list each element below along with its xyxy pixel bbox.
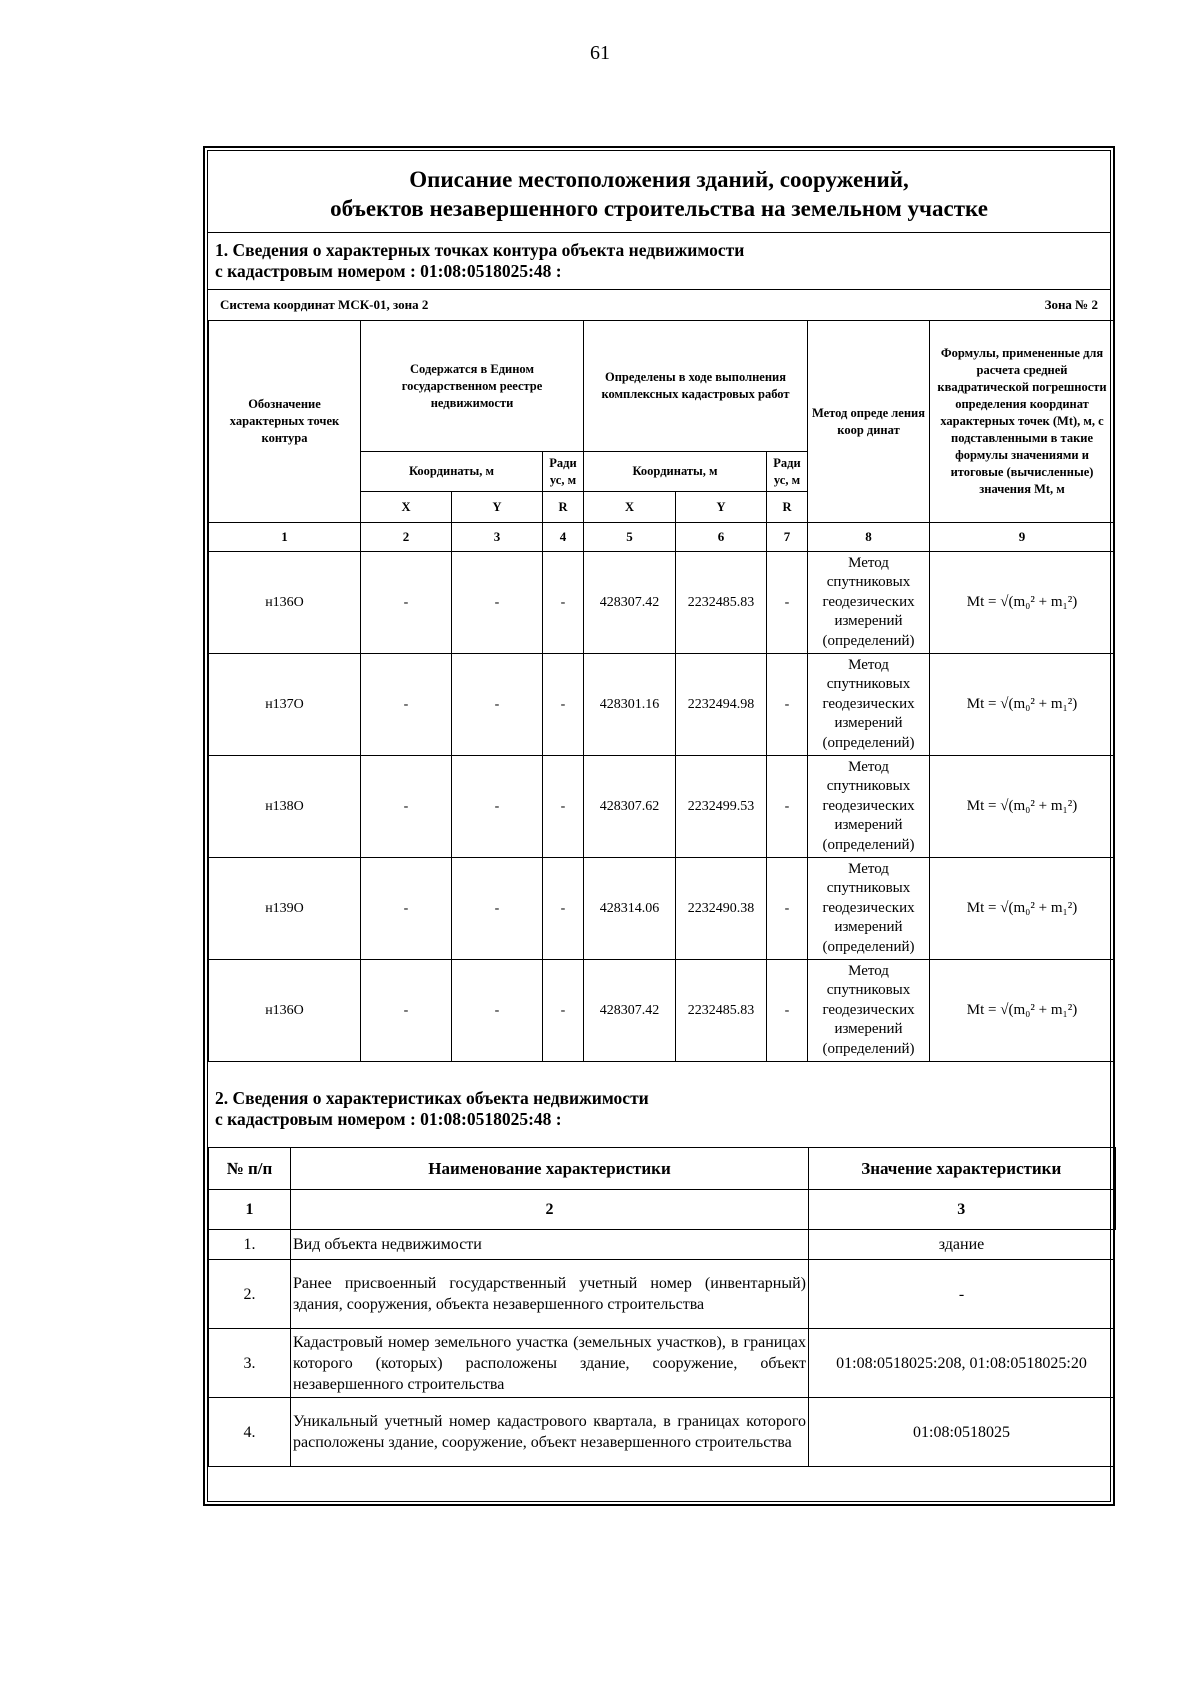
document-frame	[203, 146, 1115, 1506]
header-coords-complex: Координаты, м	[584, 452, 767, 492]
header-x-complex: X	[584, 492, 676, 523]
complex-r: -	[767, 552, 808, 654]
formula-text: Mt = √(m₀² + m₁²)	[930, 756, 1115, 858]
egrn-r: -	[543, 756, 584, 858]
characteristic-name: Вид объекта недвижимости	[291, 1230, 809, 1260]
col-number: 9	[930, 523, 1115, 552]
title-line-1: Описание местоположения зданий, сооружений,	[409, 167, 909, 192]
complex-y: 2232499.53	[676, 756, 767, 858]
col-number: 1	[209, 1190, 291, 1230]
row-num: 1.	[209, 1230, 291, 1260]
complex-r: -	[767, 756, 808, 858]
header-radius-complex: Ради ус, м	[767, 452, 808, 492]
egrn-y: -	[452, 552, 543, 654]
egrn-x: -	[361, 654, 452, 756]
egrn-x: -	[361, 858, 452, 960]
col-number: 8	[808, 523, 930, 552]
egrn-x: -	[361, 552, 452, 654]
header-num: № п/п	[209, 1148, 291, 1190]
section1-heading	[215, 240, 744, 282]
header-y-egrn: Y	[452, 492, 543, 523]
method-text: Метод спутниковых геодезических измерений (определений)	[808, 858, 930, 960]
characteristic-name: Ранее присвоенный государственный учетный номер (инвентарный) здания, сооружения, объекта незавершенного строительства	[291, 1260, 809, 1329]
complex-x: 428307.42	[584, 552, 676, 654]
point-name: н136О	[209, 960, 361, 1062]
document-inner-frame	[207, 150, 1111, 1502]
row-num: 3.	[209, 1329, 291, 1398]
header-egrn: Содержатся в Едином государственном реестре недвижимости	[361, 321, 584, 452]
header-r-complex: R	[767, 492, 808, 523]
table-row	[209, 858, 1115, 960]
characteristic-value: -	[809, 1260, 1115, 1329]
header-designation: Обозначение характерных точек контура	[209, 321, 361, 523]
column-numbers-row	[209, 523, 1115, 552]
method-text: Метод спутниковых геодезических измерений (определений)	[808, 960, 930, 1062]
section1-heading-line-1: 1. Сведения о характерных точках контура объекта недвижимости	[215, 240, 745, 260]
egrn-r: -	[543, 552, 584, 654]
header-radius-egrn: Ради ус, м	[543, 452, 584, 492]
col-number: 3	[809, 1190, 1115, 1230]
egrn-y: -	[452, 654, 543, 756]
formula-text: Mt = √(m₀² + m₁²)	[930, 960, 1115, 1062]
egrn-r: -	[543, 858, 584, 960]
formula-text: Mt = √(m₀² + m₁²)	[930, 858, 1115, 960]
characteristic-value: здание	[809, 1230, 1115, 1260]
point-name: н138О	[209, 756, 361, 858]
row-num: 2.	[209, 1260, 291, 1329]
method-text: Метод спутниковых геодезических измерений (определений)	[808, 654, 930, 756]
header-formulas: Формулы, примененные для расчета средней квадратической погрешности определения координат характерных точек (Mt), м, с подставленными в такие формулы значениями и итоговые (вычисленные) значения Mt, м	[930, 321, 1115, 523]
egrn-y: -	[452, 756, 543, 858]
col-number: 6	[676, 523, 767, 552]
col-number: 5	[584, 523, 676, 552]
characteristic-value: 01:08:0518025:208, 01:08:0518025:20	[809, 1329, 1115, 1398]
complex-x: 428314.06	[584, 858, 676, 960]
table-row	[209, 654, 1115, 756]
complex-y: 2232485.83	[676, 552, 767, 654]
complex-r: -	[767, 858, 808, 960]
row-num: 4.	[209, 1398, 291, 1467]
title-line-2: объектов незавершенного строительства на земельном участке	[330, 196, 988, 221]
table-row	[209, 552, 1115, 654]
page-number: 61	[590, 42, 610, 64]
points-table	[208, 320, 1115, 1062]
section2-heading-line-1: 2. Сведения о характеристиках объекта недвижимости	[215, 1088, 649, 1108]
col-number: 2	[291, 1190, 809, 1230]
document-title	[208, 165, 1110, 223]
egrn-r: -	[543, 960, 584, 1062]
complex-y: 2232485.83	[676, 960, 767, 1062]
egrn-x: -	[361, 960, 452, 1062]
egrn-y: -	[452, 858, 543, 960]
column-numbers-row	[209, 1190, 1115, 1230]
point-name: н136О	[209, 552, 361, 654]
complex-r: -	[767, 960, 808, 1062]
table-row	[209, 1260, 1115, 1329]
complex-x: 428301.16	[584, 654, 676, 756]
col-number: 7	[767, 523, 808, 552]
col-number: 2	[361, 523, 452, 552]
complex-x: 428307.42	[584, 960, 676, 1062]
complex-r: -	[767, 654, 808, 756]
section1-heading-line-2: с кадастровым номером : 01:08:0518025:48 :	[215, 261, 562, 281]
point-name: н139О	[209, 858, 361, 960]
point-name: н137О	[209, 654, 361, 756]
header-x-egrn: X	[361, 492, 452, 523]
egrn-x: -	[361, 756, 452, 858]
header-complex-works: Определены в ходе выполнения комплексных кадастровых работ	[584, 321, 808, 452]
formula-text: Mt = √(m₀² + m₁²)	[930, 552, 1115, 654]
header-value: Значение характеристики	[809, 1148, 1115, 1190]
col-number: 1	[209, 523, 361, 552]
complex-y: 2232494.98	[676, 654, 767, 756]
zone-label: Зона № 2	[1044, 297, 1098, 312]
table-row	[209, 1230, 1115, 1260]
divider	[208, 289, 1110, 290]
egrn-y: -	[452, 960, 543, 1062]
method-text: Метод спутниковых геодезических измерений (определений)	[808, 756, 930, 858]
col-number: 3	[452, 523, 543, 552]
table-row	[209, 1329, 1115, 1398]
header-coords-egrn: Координаты, м	[361, 452, 543, 492]
table-row	[209, 960, 1115, 1062]
characteristics-table	[208, 1147, 1116, 1467]
method-text: Метод спутниковых геодезических измерений (определений)	[808, 552, 930, 654]
complex-x: 428307.62	[584, 756, 676, 858]
characteristic-value: 01:08:0518025	[809, 1398, 1115, 1467]
egrn-r: -	[543, 654, 584, 756]
characteristic-name: Кадастровый номер земельного участка (земельных участков), в границах которого (которых) расположены здание, сооружение, объект незавершенного строительства	[291, 1329, 809, 1398]
header-name: Наименование характеристики	[291, 1148, 809, 1190]
section2-heading-line-2: с кадастровым номером : 01:08:0518025:48 :	[215, 1109, 562, 1129]
col-number: 4	[543, 523, 584, 552]
header-method: Метод опреде ления коор динат	[808, 321, 930, 523]
header-r-egrn: R	[543, 492, 584, 523]
table-row	[209, 1398, 1115, 1467]
table-row	[209, 756, 1115, 858]
header-y-complex: Y	[676, 492, 767, 523]
divider	[208, 232, 1110, 233]
complex-y: 2232490.38	[676, 858, 767, 960]
formula-text: Mt = √(m₀² + m₁²)	[930, 654, 1115, 756]
characteristic-name: Уникальный учетный номер кадастрового квартала, в границах которого расположены здание, сооружение, объект незавершенного строительства	[291, 1398, 809, 1467]
section2-heading	[215, 1088, 649, 1130]
coord-system-label: Система координат МСК-01, зона 2	[220, 297, 429, 312]
